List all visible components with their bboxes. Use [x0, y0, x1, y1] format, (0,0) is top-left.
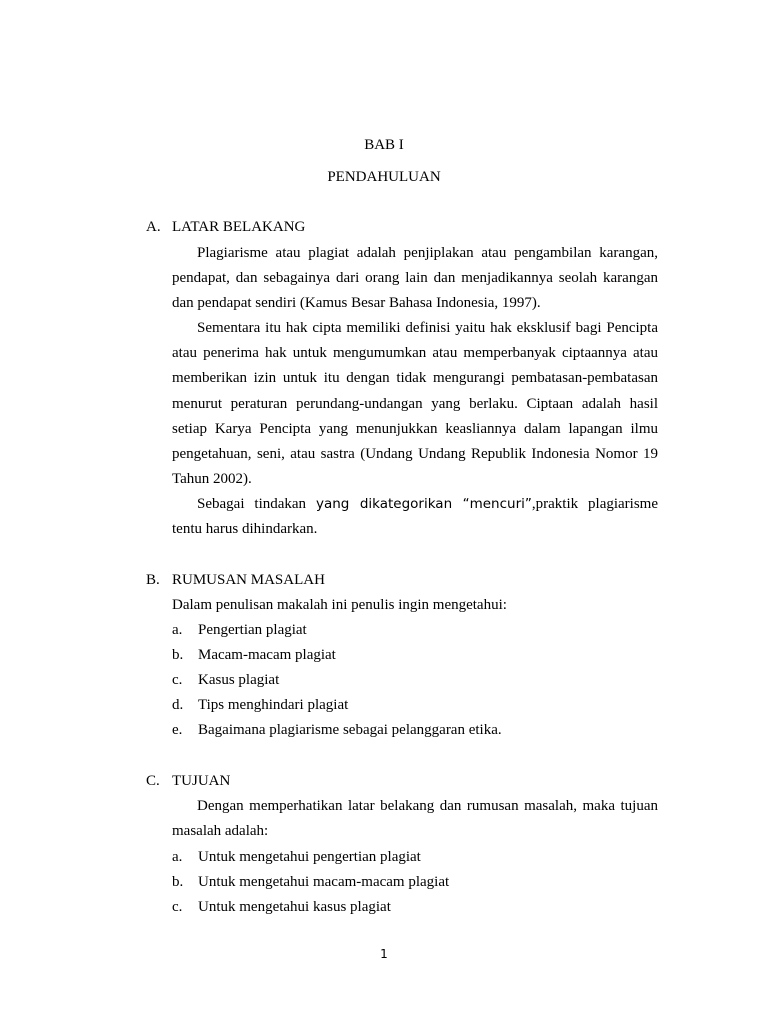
section-c-title: TUJUAN — [172, 773, 231, 789]
list-marker: e. — [172, 722, 183, 738]
section-b-list-item — [172, 672, 279, 689]
page-number: 1 — [380, 947, 388, 961]
list-text: Untuk mengetahui kasus plagiat — [198, 899, 391, 915]
section-b-heading — [146, 572, 325, 589]
list-text: Pengertian plagiat — [198, 622, 307, 638]
section-b-list-item — [172, 722, 502, 739]
section-a-paragraph-3 — [172, 492, 658, 542]
list-marker: a. — [172, 622, 183, 638]
chapter-label: BAB I — [364, 137, 404, 153]
list-text: Untuk mengetahui pengertian plagiat — [198, 849, 421, 865]
section-c-list-item — [172, 899, 391, 916]
section-b-list-item — [172, 697, 348, 714]
section-a-title: LATAR BELAKANG — [172, 219, 306, 235]
section-b-letter: B. — [146, 572, 160, 588]
section-b-title: RUMUSAN MASALAH — [172, 572, 325, 588]
section-a-paragraph-2: Sementara itu hak cipta memiliki definisi yaitu hak eksklusif bagi Pencipta atau penerima hak untuk mengumumkan atau memperbanyak ciptaannya atau memberikan izin untuk itu dengan tidak mengurangi pembatasan-pembatasan menurut peraturan perundang-undangan yang berlaku. Ciptaan adalah hasil setiap Karya Pencipta yang menunjukkan keasliannya dalam lapangan ilmu pengetahuan, seni, atau sastra (Undang Undang Republik Indonesia Nomor 19 Tahun 2002). — [172, 320, 658, 488]
list-marker: a. — [172, 849, 183, 865]
section-c-list-item — [172, 874, 449, 891]
list-text: Bagaimana plagiarisme sebagai pelanggaran etika. — [198, 722, 502, 738]
list-marker: d. — [172, 697, 184, 713]
paragraph-3-end: ,praktik plagiarisme tentu harus dihindarkan. — [172, 496, 659, 538]
section-c-letter: C. — [146, 773, 160, 789]
list-text: Untuk mengetahui macam-macam plagiat — [198, 874, 450, 890]
section-a-letter: A. — [146, 219, 161, 235]
list-marker: c. — [172, 899, 183, 915]
paragraph-3-inline: yang dikategorikan “mencuri” — [315, 496, 532, 512]
paragraph-3-start: Sebagai tindakan — [197, 496, 316, 512]
list-text: Macam-macam plagiat — [198, 647, 336, 663]
section-b-list-item — [172, 647, 336, 664]
section-b-list-item — [172, 622, 307, 639]
chapter-title: PENDAHULUAN — [327, 169, 441, 185]
list-marker: b. — [172, 874, 184, 890]
list-marker: c. — [172, 672, 183, 688]
section-c-intro: Dengan memperhatikan latar belakang dan rumusan masalah, maka tujuan masalah adalah: — [172, 798, 658, 840]
section-b-intro: Dalam penulisan makalah ini penulis ingin mengetahui: — [172, 597, 507, 613]
section-a-paragraph-1: Plagiarisme atau plagiat adalah penjiplakan atau pengambilan karangan, pendapat, dan sebagainya dari orang lain dan menjadikannya seolah karangan dan pendapat sendiri (Kamus Besar Bahasa Indonesia, 1997). — [172, 245, 658, 312]
list-text: Tips menghindari plagiat — [198, 697, 349, 713]
section-c-list-item — [172, 849, 421, 866]
list-text: Kasus plagiat — [198, 672, 280, 688]
list-marker: b. — [172, 647, 184, 663]
section-a-heading — [146, 219, 305, 236]
section-c-heading — [146, 773, 230, 790]
